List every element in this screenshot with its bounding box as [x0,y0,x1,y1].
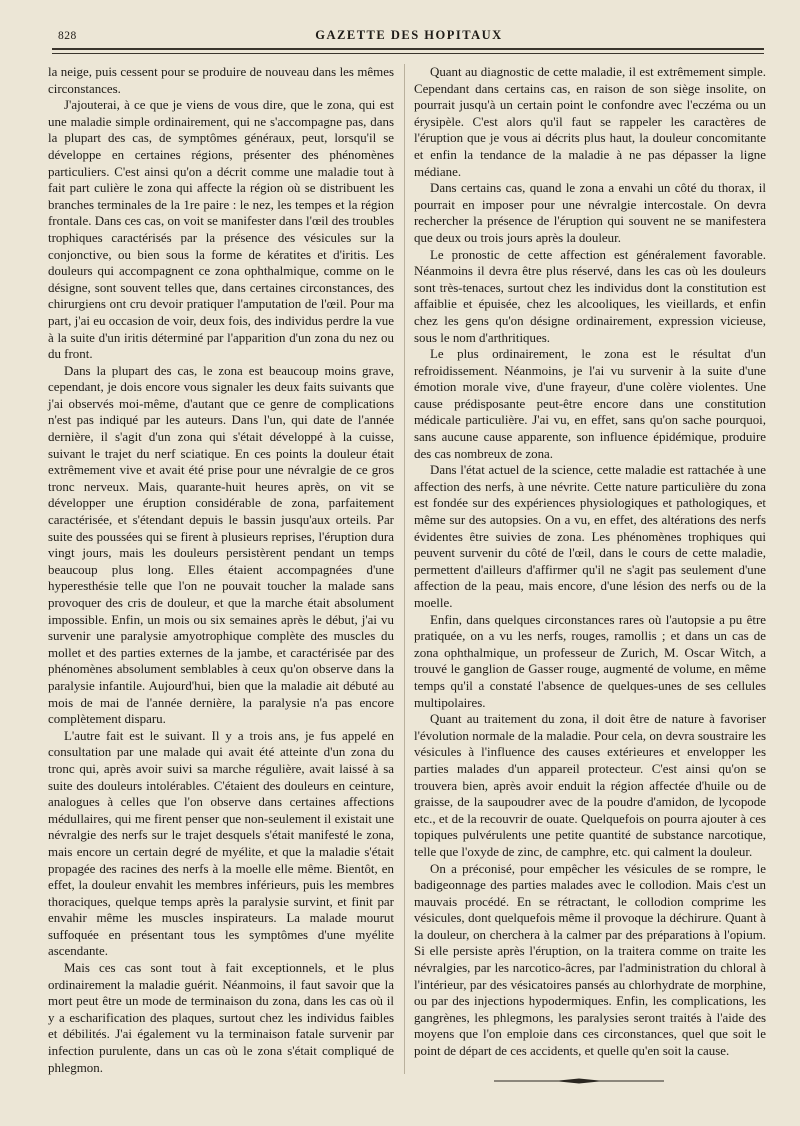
right-column [414,64,766,1060]
journal-title: GAZETTE DES HOPITAUX [315,28,503,42]
paragraph: Dans l'état actuel de la science, cette maladie est rattachée à une affection des nerfs, à une névrite. Cette nature particulière du zona est fondée sur des expériences physiologiques et pathologiques, et même sur des autopsies. On a vu, en effet, des altérations des nerfs évidentes être suivies de zona. Les phénomènes trophiques qui peuvent survenir du côté de l'œil, dans le cours de cette maladie, permettent d'ailleurs d'affirmer qu'il ne s'agit pas seulement d'une affection de la peau, mais encore, d'une lésion des nerfs ou de la moelle. [414,462,766,610]
left-column [48,64,394,1076]
paragraph: Enfin, dans quelques circonstances rares où l'autopsie a pu être pratiquée, on a vu les nerfs, rouges, ramollis ; et dans un cas de zona ophthalmique, un professeur de Zurich, M. Oscar Witch, a trouvé le ganglion de Gasser rouge, augmenté de volume, en même temps qu'il a constaté l'absence de quelques-unes de ses cellules multipolaires. [414,611,766,710]
column-divider [404,64,405,1074]
page-header [58,22,760,48]
paragraph: Le plus ordinairement, le zona est le résultat d'un refroidissement. Néanmoins, je l'ai vu survenir à la suite d'une émotion morale vive, d'une frayeur, d'une colère violentes. Une cause prédisposante peut-être encore dans une constitution médicale particulière. J'ai vu, en effet, sans qu'on sache pourquoi, sans aucune cause apparente, son influence épidémique, produire des cas nombreux de zona. [414,346,766,461]
paragraph: Dans certains cas, quand le zona a envahi un côté du thorax, il pourrait en imposer pour une névralgie intercostale. On devra rechercher la présence de l'éruption qui souvent ne se manifestera que deux ou trois jours après la douleur. [414,180,766,245]
paragraph: Mais ces cas sont tout à fait exceptionnels, et le plus ordinairement la maladie guérit. Néanmoins, il faut savoir que la mort peut être un mode de terminaison du zona, dans les cas où il y a escharification des plaques, surtout chez les individus faibles et débilités. J'ai également vu la terminaison fatale survenir par infection purulente, dans un cas où le zona s'était compliqué de phlegmon. [48,960,394,1075]
paragraph: L'autre fait est le suivant. Il y a trois ans, je fus appelé en consultation par une malade qui avait été atteinte d'un zona du tronc qui, après avoir suivi sa marche régulière, avait laissé à sa suite des douleurs intolérables. C'étaient des douleurs en ceinture, analogues à celles que l'on observe dans certaines affections médullaires, qui me firent penser que non-seulement il existait une névralgie des nerfs sur le trajet desquels s'était manifesté le zona, mais encore un certain degré de myélite, et que la maladie s'était propagée des racines des nerfs à la moelle elle même. Bientôt, en effet, la douleur envahit les membres inférieurs, puis les membres thoraciques, quelque temps après la paralysie survint, et finit par envahir même les muscles inspirateurs. La malade mourut suffoquée en présentant tous les symptômes d'une myélite ascendante. [48,727,394,959]
paragraph: Quant au diagnostic de cette maladie, il est extrêmement simple. Cependant dans certains cas, en raison de son siège insolite, on pourrait jusqu'à un certain point le confondre avec l'eczéma ou un érysipèle. C'est alors qu'il faut se rappeler les caractères de l'éruption que je vous ai décrits plus haut, la douleur concomitante et enfin la tendance de la maladie à ne pas dépasser la ligne médiane. [414,64,766,179]
header-rule-thin [52,53,764,54]
page-number: 828 [58,30,77,42]
paragraph: J'ajouterai, à ce que je viens de vous dire, que le zona, qui est une maladie simple ordinairement, qui ne s'accompagne pas, dans la plupart des cas, de symptômes généraux, peut, lorsqu'il se développe en certaines régions, présenter des phénomènes particuliers. C'est ainsi qu'on a décrit comme une maladie tout à fait part culière le zona qui affecte la région où se distribuent les branches terminales de la 1re paire : le nez, les tempes et la région frontale. Dans ces cas, on voit se manifester dans l'œil des troubles trophiques caractérisés par la présence des vésicules sur la conjonctive, ou bien sous la forme de kératites et d'iritis. Les douleurs qui accompagnent ce zona ophthalmique, comme on le désigne, sont souvent telles que, dans certaines circonstances, des chirurgiens ont cru devoir pratiquer l'amputation de l'œil. Pour ma part, j'ai eu occasion de voir, deux fois, des individus perdre la vue à la suite d'un iritis déterminé par l'apparition d'un zona du nez ou du front. [48,97,394,362]
paragraph: Quant au traitement du zona, il doit être de nature à favoriser l'évolution normale de la maladie. Pour cela, on devra soustraire les vésicules à l'influence des causes extérieures et envelopper les parties malades d'un appareil protecteur. C'est ainsi qu'on se trouvera bien, après avoir enduit la région affectée d'huile ou de graisse, de la saupoudrer avec de la poudre d'amidon, de lycopode etc., et de la recouvrir de ouate. Quelquefois on pourra ajouter à ces topiques pulvérulents une petite quantité de substance narcotique, telle que l'oxyde de zinc, de camphre, etc. qui calment la douleur. [414,711,766,859]
header-rule [52,48,764,50]
end-ornament [494,1077,664,1085]
paragraph: Le pronostic de cette affection est généralement favorable. Néanmoins il devra être plus réservé, dans les cas où les douleurs sont très-tenaces, surtout chez les individus dont la constitution est affaiblie et épuisée, chez les alcooliques, les vieillards, et enfin chez les gens qu'on désigne ordinairement, expression vicieuse, sous le nom d'arthritiques. [414,246,766,345]
paragraph: On a préconisé, pour empêcher les vésicules de se rompre, le badigeonnage des parties malades avec le collodion. Mais c'est un mauvais procédé. En se rétractant, le collodion comprime les vésicules, dont quelquefois même il provoque la déchirure. Quant à la douleur, on cherchera à la calmer par des préparations à l'opium. Si elle persiste après l'éruption, on la traitera comme on traite les névralgies, par les narcotico-âcres, par l'administration du chloral à l'intérieur, par des vésicatoires pansés au chlorhydrate de morphine, ou par des injections hypodermiques. Enfin, les complications, les gangrènes, les phlegmons, les paralysies seront traités à l'aide des moyens que l'on emploie dans ces circonstances, quel que soit le point de départ de ces accidents, et quelle qu'en soit la cause. [414,860,766,1059]
paragraph: la neige, puis cessent pour se produire de nouveau dans les mêmes circonstances. [48,64,394,96]
paragraph: Dans la plupart des cas, le zona est beaucoup moins grave, cependant, je dois encore vous signaler les deux faits suivants que j'ai observés moi-même, d'autant que ce genre de complications n'est pas indiqué par les auteurs. Dans l'un, qui date de l'année dernière, il s'agit d'un zona qui s'était développé à la cuisse, suivant le trajet du nerf sciatique. En ces points la douleur était extrêmement vive et avait été prise pour une névralgie de ce gros tronc nerveux. Mais, quarante-huit heures après, on vit se développer une éruption considérable de zona, parfaitement caractérisée, et s'étendant depuis le bassin jusqu'aux orteils. Par suite des poussées qui se firent à plusieurs reprises, l'éruption dura vingt jours, mais les douleurs persistèrent pendant un temps beaucoup plus long. Elles étaient accompagnées d'une hyperesthésie telle que l'on ne pouvait toucher la malade sans provoquer des cris de douleur, et que la marche était absolument impossible. Enfin, un mois ou six semaines après le début, j'ai vu survenir une paralysie amyotrophique complète des muscles du mollet et des parties externes de la jambe, et caractérisée par des phénomènes absolument semblables à ceux qu'on observe dans la paralysie infantile. Aujourd'hui, bien que la maladie ait débuté au mois de mai de l'année dernière, la paralysie n'a pas encore complètement disparu. [48,362,394,727]
